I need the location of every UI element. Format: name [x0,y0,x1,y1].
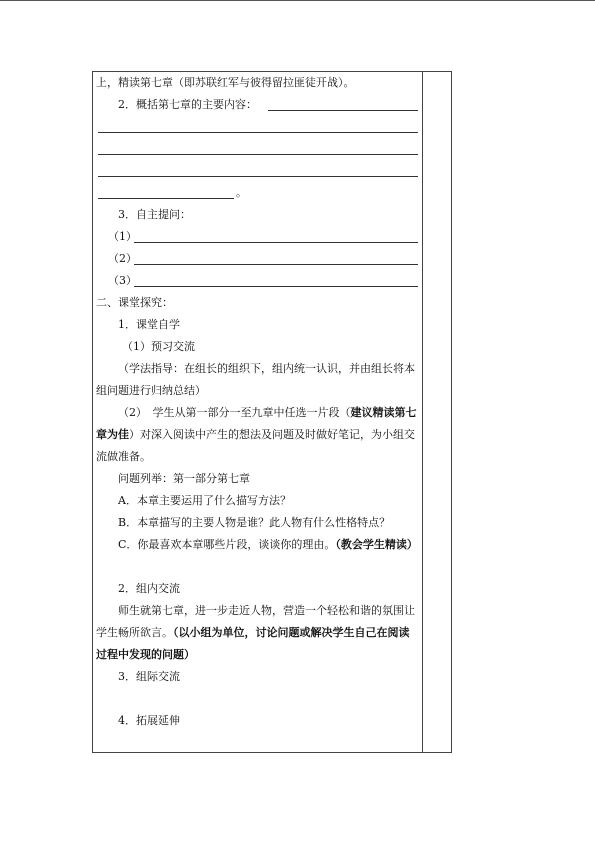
section-heading-line [96,292,418,314]
question-2-line [96,248,418,270]
summary-blank-2[interactable] [98,132,418,133]
question-3-label: （3） [108,274,137,287]
lesson-content [96,72,418,732]
question-a-line [96,490,418,512]
summary-blank-3[interactable] [98,154,418,155]
study-guide-text: （学法指导：在组长的组织下，组内统一认识，并由组长将本组问题进行归纳总结） [96,362,415,397]
question-2-blank[interactable] [134,264,418,265]
summary-blank-line [96,182,418,204]
section-2-heading: 二、课堂探究： [96,296,173,309]
question-c-text: C．你最喜欢本章哪些片段，谈谈你的理由。 [118,538,336,551]
subsection-line [96,578,418,600]
exchange-text: 师生就第七章，进一步走近人物，营造一个轻松和谐的氛围让学生畅所欲言。 [96,604,415,639]
self-question-line [96,204,418,226]
subsection-line [96,666,418,688]
spacer [96,688,418,710]
guide-paragraph [96,358,418,402]
reading-text-a: （2） 学生从第一部分一至九章中任选一片段（ [118,406,351,419]
question-c-bold: （教会学生精读） [335,538,418,551]
subsection-extension: 4．拓展延伸 [118,714,180,727]
question-b-text: B．本章描写的主要人物是谁？此人物有什么性格特点？ [118,516,391,529]
question-list-line [96,468,418,490]
preview-exchange: （1）预习交流 [122,340,195,353]
reading-text-bold: 建议精读第七章为佳 [96,406,417,441]
table-column-divider [422,71,423,753]
summary-prompt: 2．概括第七章的主要内容： [118,98,257,111]
page-top-rule [0,0,595,1]
subsection-intergroup-exchange: 3．组际交流 [118,670,180,683]
question-1-blank[interactable] [134,242,418,243]
subsection-self-study: 1．课堂自学 [118,318,180,331]
spacer [96,556,418,578]
question-a-text: A．本章主要运用了什么描写方法？ [118,494,291,507]
subsection-line [96,336,418,358]
question-1-line [96,226,418,248]
question-c-paragraph [96,534,418,556]
reading-paragraph [96,402,418,468]
summary-end-mark: 。 [236,186,247,199]
question-3-blank[interactable] [134,286,418,287]
question-3-line [96,270,418,292]
reading-text-b: ）对深入阅读中产生的想法及问题及时做好笔记，为小组交流做准备。 [96,428,415,463]
question-b-line [96,512,418,534]
summary-blank-line [96,116,418,138]
question-list-heading: 问题列举：第一部分第七章 [118,472,250,485]
summary-blank-5[interactable] [98,198,234,199]
subsection-group-exchange: 2．组内交流 [118,582,180,595]
question-1-label: （1） [108,230,137,243]
intro-text: 上，精读第七章（即苏联红军与彼得留拉匪徒开战）。 [96,76,355,89]
exchange-bold: （以小组为单位，讨论问题或解决学生自己在阅读过程中发现的问题） [96,626,410,661]
exchange-paragraph [96,600,418,666]
summary-blank-4[interactable] [98,176,418,177]
subsection-line [96,314,418,336]
text-line [96,72,418,94]
summary-prompt-line [96,94,418,116]
subsection-line [96,710,418,732]
summary-blank-line [96,160,418,182]
summary-blank-line [96,138,418,160]
self-question-heading: 3．自主提问： [118,208,191,221]
question-2-label: （2） [108,252,137,265]
summary-blank-1[interactable] [268,110,418,111]
